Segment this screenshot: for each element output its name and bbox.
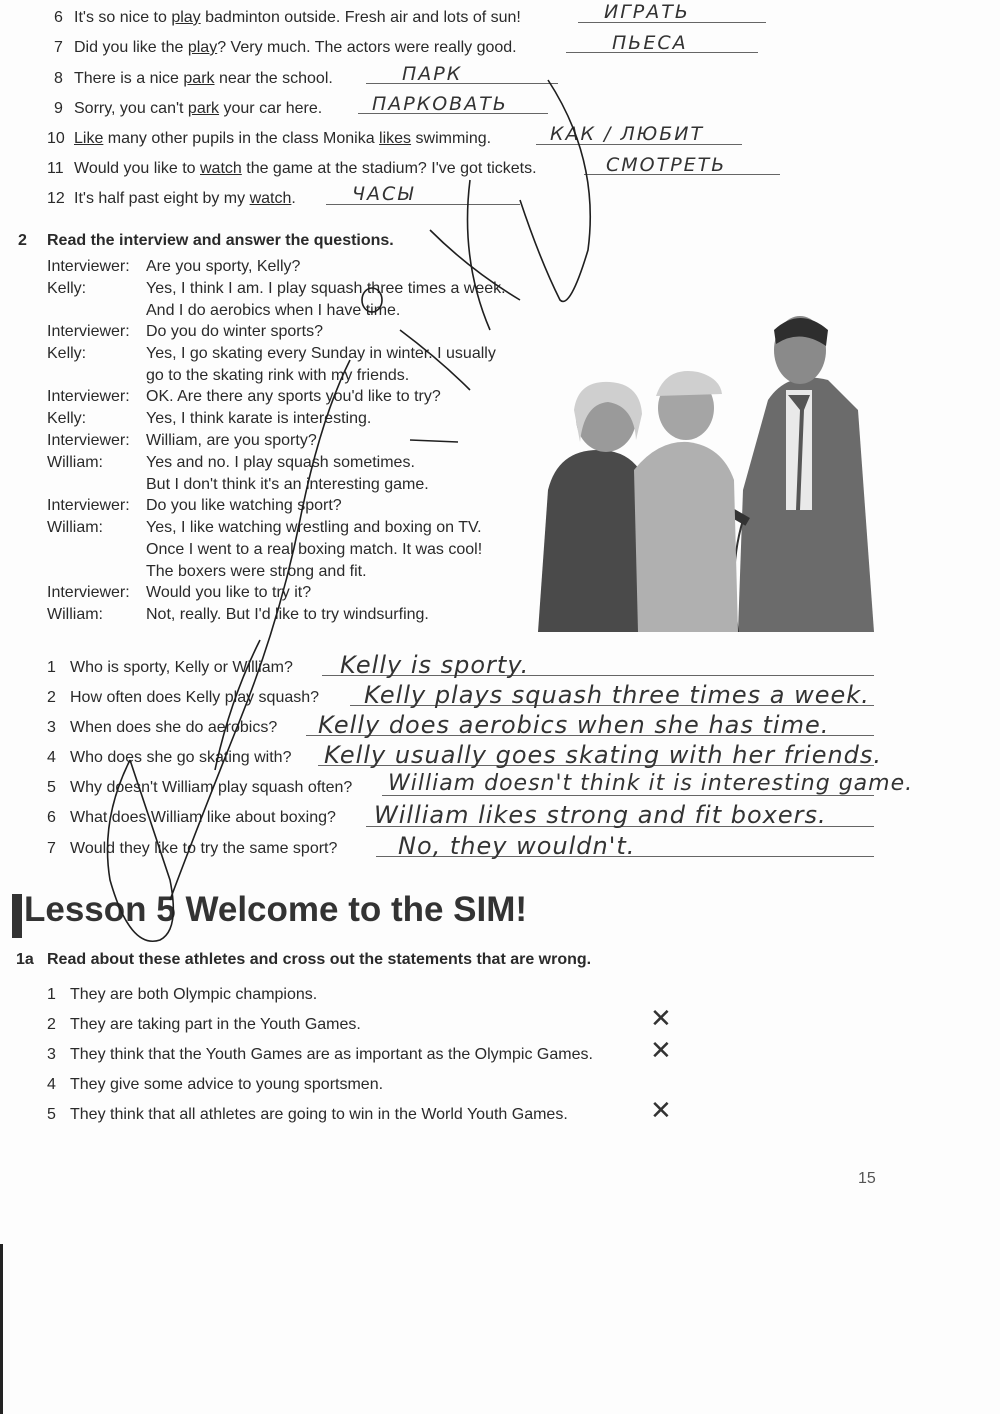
- question-answer: No, they wouldn't.: [398, 832, 636, 860]
- vocab-post: your car here.: [219, 100, 323, 117]
- vocab-post: ? Very much. The actors were really good.: [217, 39, 517, 56]
- statement-text: They are both Olympic champions.: [70, 986, 318, 1003]
- question-text: Would they like to try the same sport?: [70, 840, 338, 857]
- dialog-line: Do you do winter sports?: [146, 323, 323, 340]
- section-number: 2: [18, 232, 27, 249]
- question-num: 1: [47, 659, 56, 676]
- question-num: 3: [47, 719, 56, 736]
- vocab-answer: ПАРК: [402, 63, 463, 85]
- statement-text: They think that all athletes are going to win in the World Youth Games.: [70, 1106, 568, 1123]
- vocab-post: near the school.: [214, 70, 333, 87]
- dialog-speaker: William:: [47, 519, 103, 536]
- vocab-pre: There is a nice: [74, 70, 184, 87]
- vocab-answer: ПЬЕСА: [612, 32, 688, 54]
- question-num: 6: [47, 809, 56, 826]
- dialog-line: Would you like to try it?: [146, 584, 312, 601]
- vocab-num: 7: [54, 39, 63, 56]
- vocab-word: watch: [200, 160, 242, 177]
- statement-num: 5: [47, 1106, 56, 1123]
- vocab-num: 12: [47, 190, 65, 207]
- vocab-pre: Would you like to: [74, 160, 200, 177]
- vocab-answer: ИГРАТЬ: [604, 1, 690, 23]
- dialog-line: The boxers were strong and fit.: [146, 563, 367, 580]
- vocab-post: badminton outside. Fresh air and lots of sun!: [200, 9, 521, 26]
- vocab-answer: ЧАСЫ: [352, 183, 415, 205]
- vocab-pre: Did you like the: [74, 39, 188, 56]
- dialog-line: Yes and no. I play squash sometimes.: [146, 454, 415, 471]
- dialog-line: And I do aerobics when I have time.: [146, 302, 401, 319]
- dialog-line: OK. Are there any sports you'd like to try?: [146, 388, 441, 405]
- dialog-line: Yes, I like watching wrestling and boxing on TV.: [146, 519, 482, 536]
- cross-mark-icon: ✕: [650, 1096, 672, 1126]
- vocab-sentence: [74, 130, 491, 148]
- dialog-line: go to the skating rink with my friends.: [146, 367, 410, 384]
- statement-num: 1: [47, 986, 56, 1003]
- question-text: What does William like about boxing?: [70, 809, 336, 826]
- vocab-num: 9: [54, 100, 63, 117]
- vocab-answer: СМОТРЕТЬ: [606, 154, 727, 176]
- question-answer: Kelly plays squash three times a week.: [364, 681, 870, 709]
- interview-photo: [538, 310, 874, 632]
- vocab-answer: КАК / ЛЮБИТ: [550, 123, 705, 145]
- question-text: How often does Kelly play squash?: [70, 689, 320, 706]
- question-text: When does she do aerobics?: [70, 719, 278, 736]
- dialog-line: Are you sporty, Kelly?: [146, 258, 301, 275]
- question-answer: Kelly usually goes skating with her friends.: [324, 741, 883, 769]
- title-bar: [12, 894, 22, 938]
- question-answer: William doesn't think it is interesting game.: [388, 771, 914, 796]
- vocab-num: 8: [54, 70, 63, 87]
- vocab-post: many other pupils in the class Monika: [103, 130, 380, 147]
- dialog-line: Do you like watching sport?: [146, 497, 342, 514]
- vocab-answer: ПАРКОВАТЬ: [372, 93, 508, 115]
- question-num: 4: [47, 749, 56, 766]
- statement-num: 2: [47, 1016, 56, 1033]
- dialog-speaker: William:: [47, 606, 103, 623]
- question-num: 7: [47, 840, 56, 857]
- vocab-post: swimming.: [411, 130, 492, 147]
- vocab-pre: It's half past eight by my: [74, 190, 250, 207]
- cross-mark-icon: ✕: [650, 1036, 672, 1066]
- page-number: 15: [858, 1170, 876, 1187]
- dialog-speaker: Kelly:: [47, 280, 87, 297]
- dialog-speaker: Interviewer:: [47, 497, 130, 514]
- dialog-speaker: Interviewer:: [47, 432, 130, 449]
- vocab-post: .: [291, 190, 296, 207]
- dialog-speaker: Kelly:: [47, 410, 87, 427]
- vocab-sentence: [74, 160, 537, 178]
- question-text: Who does she go skating with?: [70, 749, 292, 766]
- scan-edge: [0, 1244, 3, 1414]
- dialog-line: Yes, I think karate is interesting.: [146, 410, 372, 427]
- statement-text: They are taking part in the Youth Games.: [70, 1016, 361, 1033]
- lesson-title: [12, 890, 527, 930]
- dialog-line: But I don't think it's an interesting game.: [146, 476, 429, 493]
- dialog-speaker: William:: [47, 454, 103, 471]
- question-answer: Kelly is sporty.: [340, 651, 530, 679]
- section-number: 1a: [16, 951, 34, 968]
- vocab-pre: It's so nice to: [74, 9, 172, 26]
- vocab-word: watch: [249, 190, 292, 207]
- vocab-num: 10: [47, 130, 65, 147]
- vocab-num: 11: [47, 160, 64, 177]
- dialog-line: William, are you sporty?: [146, 432, 317, 449]
- vocab-sentence: [74, 100, 322, 118]
- vocab-sentence: [74, 39, 517, 57]
- vocab-word: park: [187, 100, 220, 117]
- statement-num: 4: [47, 1076, 56, 1093]
- dialog-speaker: Interviewer:: [47, 584, 130, 601]
- dialog-line: Not, really. But I'd like to try windsurfing.: [146, 606, 429, 623]
- dialog-line: Once I went to a real boxing match. It was cool!: [146, 541, 483, 558]
- vocab-word: park: [183, 70, 215, 87]
- vocab-word: Like: [74, 130, 104, 147]
- section-instruction: Read the interview and answer the questions.: [47, 232, 394, 249]
- dialog-speaker: Interviewer:: [47, 258, 130, 275]
- vocab-sentence: [74, 9, 521, 27]
- question-num: 5: [47, 779, 56, 796]
- statement-text: They give some advice to young sportsmen.: [70, 1076, 384, 1093]
- vocab-word: likes: [379, 130, 412, 147]
- lesson-title-text: Lesson 5 Welcome to the SIM!: [24, 890, 528, 929]
- question-text: Why doesn't William play squash often?: [70, 779, 353, 796]
- vocab-word: play: [171, 9, 201, 26]
- question-answer: Kelly does aerobics when she has time.: [318, 711, 830, 739]
- question-text: Who is sporty, Kelly or William?: [70, 659, 293, 676]
- statement-text: They think that the Youth Games are as important as the Olympic Games.: [70, 1046, 593, 1063]
- vocab-sentence: [74, 190, 296, 208]
- dialog-speaker: Interviewer:: [47, 388, 130, 405]
- cross-mark-icon: ✕: [650, 1004, 672, 1034]
- dialog-speaker: Kelly:: [47, 345, 87, 362]
- section-instruction: Read about these athletes and cross out the statements that are wrong.: [47, 951, 592, 968]
- dialog-speaker: Interviewer:: [47, 323, 130, 340]
- vocab-pre: Sorry, you can't: [74, 100, 188, 117]
- question-num: 2: [47, 689, 56, 706]
- vocab-word: play: [187, 39, 218, 56]
- dialog-line: Yes, I go skating every Sunday in winter. I usually: [146, 345, 496, 362]
- vocab-sentence: [74, 70, 333, 88]
- question-answer: William likes strong and fit boxers.: [374, 801, 827, 829]
- vocab-num: 6: [54, 9, 63, 26]
- vocab-post: the game at the stadium? I've got tickets.: [241, 160, 537, 177]
- dialog-line: Yes, I think I am. I play squash three times a week.: [146, 280, 506, 297]
- statement-num: 3: [47, 1046, 56, 1063]
